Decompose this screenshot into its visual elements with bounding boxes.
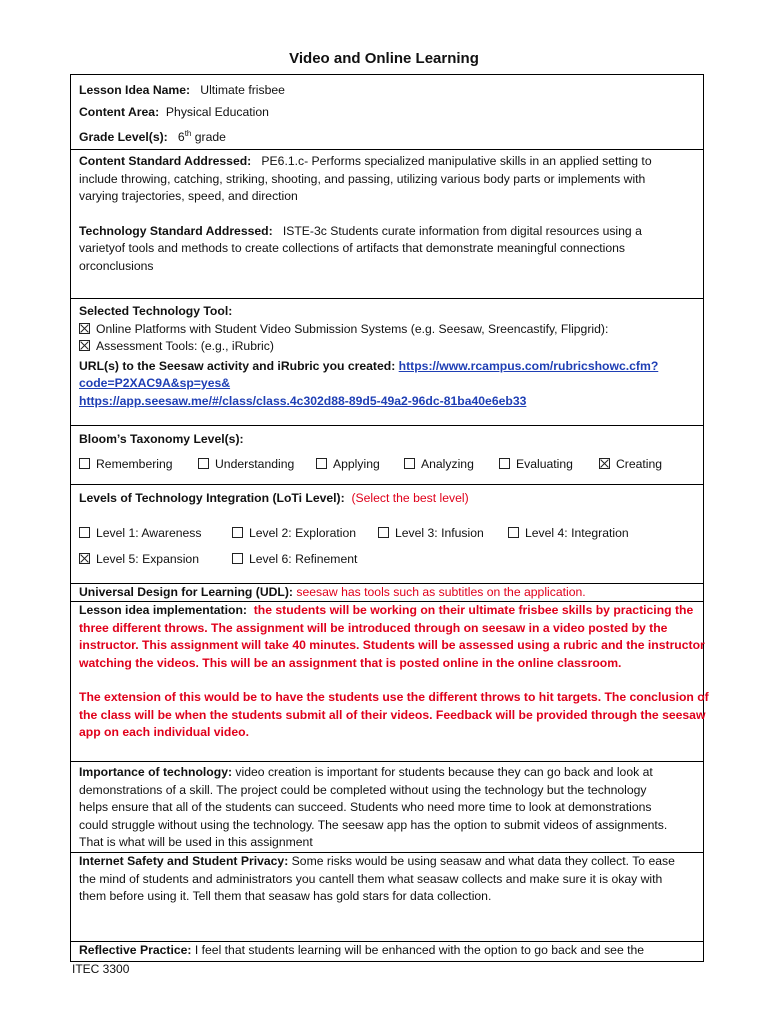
- lesson-idea-label: Lesson Idea Name:: [79, 83, 191, 97]
- content-standard-line-2: include throwing, catching, striking, shooting, and passing, utilizing various body parts or implements with: [79, 171, 646, 186]
- grade-level-value: 6th grade: [177, 129, 226, 145]
- extension-line-2: the class will be when the students submit all of their videos. Feedback will be provided through the seesaw: [79, 707, 706, 722]
- tech-standard-line-1: ISTE-3c Students curate information from digital resources using a: [282, 223, 642, 238]
- loti-option-4[interactable]: Level 4: Integration: [508, 525, 629, 543]
- safety-section: [71, 852, 703, 941]
- blooms-option-creating[interactable]: Creating: [599, 456, 662, 474]
- blooms-section: [71, 425, 703, 484]
- loti-option-1[interactable]: Level 1: Awareness: [79, 525, 232, 543]
- loti-options-row-1: [79, 525, 695, 543]
- lesson-plan-table: [70, 74, 709, 962]
- loti-option-5[interactable]: Level 5: Expansion: [79, 551, 232, 569]
- implementation-section: [71, 601, 709, 761]
- loti-option-3[interactable]: Level 3: Infusion: [378, 525, 508, 543]
- tech-standard-line-3: orconclusions: [79, 258, 154, 273]
- lesson-idea-value: Ultimate frisbee: [200, 83, 285, 97]
- implementation-label: Lesson idea implementation:: [79, 603, 247, 617]
- reflective-section: [71, 941, 703, 961]
- loti-option-6[interactable]: Level 6: Refinement: [232, 551, 357, 569]
- loti-section: [71, 484, 703, 583]
- importance-label: Importance of technology:: [79, 765, 233, 779]
- url-label: URL(s) to the Seesaw activity and iRubric you created:: [79, 358, 396, 373]
- rubric-link[interactable]: https://www.rcampus.com/rubricshowc.cfm?: [398, 358, 659, 373]
- tech-standard-label: Technology Standard Addressed:: [79, 223, 273, 238]
- blooms-option-understanding[interactable]: Understanding: [198, 456, 316, 474]
- loti-label: Levels of Technology Integration (LoTi Level):: [79, 491, 345, 505]
- tool-item-2: Assessment Tools: (e.g., iRubric): [96, 339, 274, 353]
- reflective-label: Reflective Practice:: [79, 943, 192, 957]
- importance-section: [71, 761, 703, 852]
- importance-line-5: That is what will be used in this assignment: [79, 835, 313, 849]
- implementation-line-4: watching the videos. This will be an assignment that is posted online in the online classroom.: [79, 655, 622, 670]
- udl-section: [71, 583, 703, 601]
- blooms-option-evaluating[interactable]: Evaluating: [499, 456, 599, 474]
- implementation-line-3: instructor. This assignment will take 40 minutes. Students will be assessed using a rubric and the instructor: [79, 638, 705, 652]
- grade-level-label: Grade Level(s):: [79, 130, 168, 145]
- blooms-options: [79, 456, 695, 474]
- safety-line-1: Some risks would be using seasaw and what data they collect. To ease: [291, 854, 675, 868]
- loti-options-row-2: [79, 551, 695, 569]
- content-standard-line-1: PE6.1.c- Performs specialized manipulative skills in an applied setting to: [261, 154, 652, 168]
- content-standard-line-3: varying trajectories, speed, and direction: [79, 189, 298, 203]
- importance-line-1: video creation is important for students because they can go back and look at: [235, 765, 653, 779]
- blooms-label: Bloom’s Taxonomy Level(s):: [79, 432, 244, 446]
- loti-note: (Select the best level): [351, 491, 469, 505]
- blooms-option-applying[interactable]: Applying: [316, 456, 404, 474]
- implementation-line-2: three different throws. The assignment will be introduced through on seesaw in a video posted by the: [79, 620, 668, 635]
- reflective-text: I feel that students learning will be enhanced with the option to go back and see the: [194, 943, 645, 957]
- header-section: [71, 75, 703, 149]
- importance-line-3: helps ensure that all of the students can succeed. Students who need more time to look at demonstrations: [79, 800, 652, 814]
- technology-tool-section: [71, 298, 703, 425]
- footer-course-code: ITEC 3300: [72, 962, 130, 976]
- safety-line-3: them before using it. Tell them that seasaw has gold stars for data collection.: [79, 889, 492, 903]
- tool-label: Selected Technology Tool:: [79, 304, 233, 318]
- blooms-option-analyzing[interactable]: Analyzing: [404, 456, 499, 474]
- udl-text: seesaw has tools such as subtitles on the application.: [296, 585, 586, 599]
- rubric-link-continued[interactable]: code=P2XAC9A&sp=yes&: [79, 376, 231, 390]
- seesaw-link[interactable]: https://app.seesaw.me/#/class/class.4c302d88-89d5-49a2-96dc-81ba40e6eb33: [79, 393, 527, 408]
- extension-line-3: app on each individual video.: [79, 725, 249, 739]
- importance-line-2: demonstrations of a skill. The project could be completed without using the technology but the technology: [79, 782, 647, 797]
- checkbox-online-platforms[interactable]: [79, 323, 90, 334]
- implementation-line-1: the students will be working on their ultimate frisbee skills by practicing the: [253, 603, 694, 617]
- safety-label: Internet Safety and Student Privacy:: [79, 854, 289, 868]
- page-title: Video and Online Learning: [289, 50, 479, 67]
- importance-line-4: could struggle without using the technology. The seesaw app has the option to submit videos of assignments.: [79, 817, 668, 832]
- blooms-option-remembering[interactable]: Remembering: [79, 456, 198, 474]
- tool-item-1: Online Platforms with Student Video Submission Systems (e.g. Seesaw, Sreencastify, Flipgrid):: [96, 321, 609, 336]
- standards-section: [71, 149, 703, 298]
- loti-option-2[interactable]: Level 2: Exploration: [232, 525, 378, 543]
- content-area-label: Content Area:: [79, 105, 160, 119]
- content-standard-label: Content Standard Addressed:: [79, 154, 252, 168]
- extension-line-1: The extension of this would be to have the students use the different throws to hit targets. The conclusion of: [79, 690, 709, 704]
- udl-label: Universal Design for Learning (UDL):: [79, 585, 293, 599]
- content-area-value: Physical Education: [165, 105, 269, 119]
- checkbox-assessment-tools[interactable]: [79, 340, 90, 351]
- safety-line-2: the mind of students and administrators you cantell them what seasaw collects and make sure it is okay with: [79, 871, 663, 886]
- tech-standard-line-2: varietyof tools and methods to create collections of artifacts that demonstrate meaningful connections: [79, 241, 626, 255]
